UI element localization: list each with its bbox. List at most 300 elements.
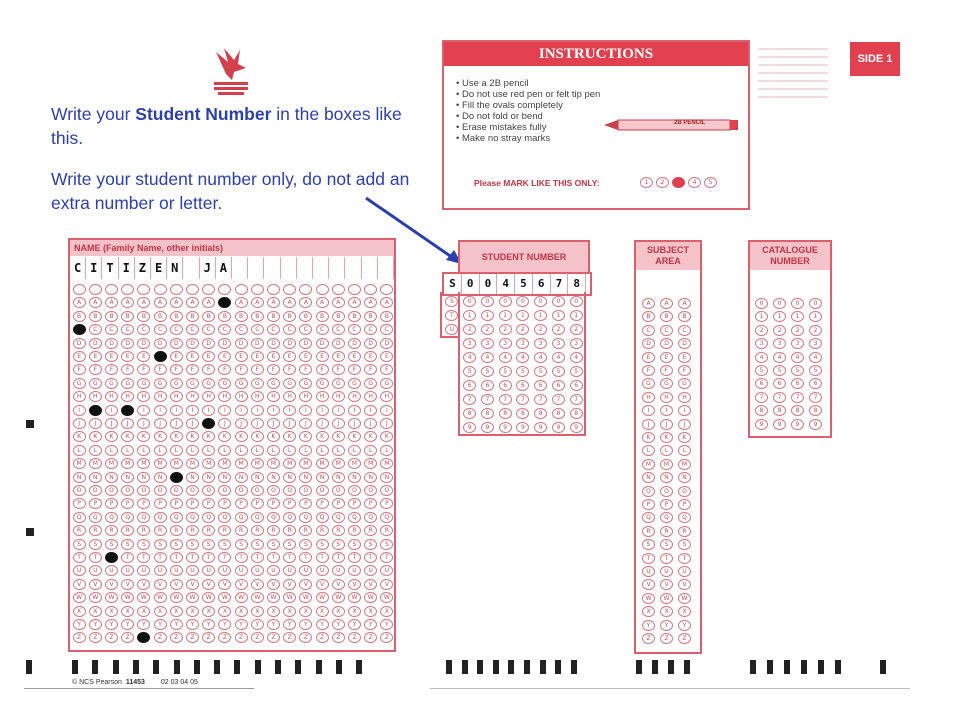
name-oval[interactable]: J [299,418,312,429]
name-oval[interactable]: W [154,592,167,603]
name-oval[interactable]: D [380,338,393,349]
name-oval[interactable]: F [89,364,102,375]
catalogue-number-oval[interactable]: 1 [791,311,804,322]
name-oval[interactable]: A [154,297,167,308]
catalogue-number-oval[interactable]: 1 [755,311,768,322]
student-number-box-cell[interactable]: 6 [533,274,551,294]
name-oval[interactable]: N [186,472,199,483]
name-box-cell[interactable]: N [167,257,183,279]
name-oval[interactable]: V [251,579,264,590]
subject-area-oval[interactable]: N [642,472,655,483]
name-oval[interactable]: N [202,472,215,483]
name-box-cell[interactable] [313,257,329,279]
name-oval[interactable]: C [202,324,215,335]
name-oval[interactable]: S [170,539,183,550]
name-oval[interactable]: Z [251,632,264,643]
name-oval[interactable]: L [299,445,312,456]
name-oval[interactable]: N [170,472,183,483]
name-oval[interactable]: U [251,565,264,576]
subject-area-oval[interactable]: O [660,486,673,497]
name-oval[interactable]: N [267,472,280,483]
name-oval[interactable]: K [121,431,134,442]
subject-area-oval[interactable]: T [678,553,691,564]
catalogue-number-oval[interactable]: 4 [755,352,768,363]
catalogue-number-oval[interactable]: 8 [809,405,822,416]
name-oval[interactable]: V [364,579,377,590]
student-number-digit-oval[interactable]: 1 [481,310,494,321]
name-oval[interactable]: B [267,311,280,322]
name-oval[interactable]: E [251,351,264,362]
name-oval[interactable]: Z [105,632,118,643]
name-oval[interactable]: R [186,525,199,536]
subject-area-oval[interactable]: C [660,325,673,336]
catalogue-number-oval[interactable]: 4 [791,352,804,363]
student-number-digit-oval[interactable]: 8 [463,408,476,419]
subject-area-oval[interactable]: G [642,378,655,389]
name-oval-blank[interactable] [186,284,199,295]
name-oval[interactable]: N [251,472,264,483]
name-oval[interactable]: V [89,579,102,590]
subject-area-oval[interactable]: R [642,526,655,537]
student-number-letter-oval[interactable]: T [445,310,458,321]
name-oval[interactable]: J [380,418,393,429]
name-oval[interactable]: I [170,405,183,416]
name-oval[interactable]: O [235,485,248,496]
name-oval[interactable]: P [251,498,264,509]
name-oval[interactable]: W [299,592,312,603]
name-oval-blank[interactable] [380,284,393,295]
name-oval[interactable]: P [170,498,183,509]
name-oval[interactable]: Q [73,512,86,523]
name-oval[interactable]: X [380,606,393,617]
name-oval[interactable]: P [186,498,199,509]
student-number-digit-oval[interactable]: 5 [481,366,494,377]
name-oval[interactable]: L [283,445,296,456]
name-oval[interactable]: M [235,458,248,469]
name-oval[interactable]: J [283,418,296,429]
name-oval[interactable]: Z [348,632,361,643]
name-oval[interactable]: O [299,485,312,496]
name-oval[interactable]: U [170,565,183,576]
name-oval[interactable]: X [218,606,231,617]
name-oval[interactable]: R [137,525,150,536]
subject-area-oval[interactable]: Z [660,633,673,644]
name-oval[interactable]: Q [316,512,329,523]
subject-area-oval[interactable]: T [642,553,655,564]
name-oval[interactable]: B [154,311,167,322]
name-box-cell[interactable]: E [151,257,167,279]
name-oval[interactable]: Q [251,512,264,523]
subject-area-oval[interactable]: N [678,472,691,483]
name-oval[interactable]: H [283,391,296,402]
name-oval[interactable]: R [364,525,377,536]
name-oval[interactable]: F [235,364,248,375]
name-oval[interactable]: X [251,606,264,617]
name-oval[interactable]: K [316,431,329,442]
name-oval[interactable]: N [332,472,345,483]
name-oval[interactable]: O [154,485,167,496]
name-oval[interactable]: B [364,311,377,322]
name-oval[interactable]: P [154,498,167,509]
name-oval[interactable]: X [202,606,215,617]
name-oval[interactable]: E [186,351,199,362]
name-oval[interactable]: X [137,606,150,617]
name-oval[interactable]: G [251,378,264,389]
name-oval[interactable]: O [316,485,329,496]
name-oval[interactable]: D [73,338,86,349]
name-oval[interactable]: T [267,552,280,563]
subject-area-oval[interactable]: H [660,392,673,403]
name-oval[interactable]: V [283,579,296,590]
name-oval[interactable]: N [137,472,150,483]
name-oval[interactable]: Q [348,512,361,523]
name-oval[interactable]: P [73,498,86,509]
subject-area-oval[interactable]: S [678,539,691,550]
subject-area-oval[interactable]: T [660,553,673,564]
name-oval[interactable]: F [121,364,134,375]
name-oval[interactable]: R [202,525,215,536]
name-oval[interactable]: Q [235,512,248,523]
name-oval[interactable]: B [186,311,199,322]
name-oval[interactable]: A [332,297,345,308]
name-oval[interactable]: Q [364,512,377,523]
name-oval[interactable]: T [348,552,361,563]
name-oval-blank[interactable] [267,284,280,295]
name-oval[interactable]: T [235,552,248,563]
name-oval[interactable]: G [170,378,183,389]
name-oval[interactable]: B [348,311,361,322]
student-number-letter-oval[interactable]: U [445,324,458,335]
subject-area-oval[interactable]: A [660,298,673,309]
name-oval[interactable]: B [235,311,248,322]
name-oval-blank[interactable] [235,284,248,295]
name-oval[interactable]: A [235,297,248,308]
name-oval[interactable]: M [251,458,264,469]
name-oval[interactable]: A [251,297,264,308]
name-oval[interactable]: W [348,592,361,603]
name-oval[interactable]: C [218,324,231,335]
subject-area-oval[interactable]: Q [660,512,673,523]
name-oval[interactable]: H [73,391,86,402]
subject-area-oval[interactable]: I [678,405,691,416]
subject-area-oval[interactable]: A [678,298,691,309]
name-oval[interactable]: O [332,485,345,496]
student-number-digit-oval[interactable]: 3 [534,338,547,349]
name-oval[interactable]: W [137,592,150,603]
name-oval[interactable]: H [121,391,134,402]
name-oval[interactable]: M [202,458,215,469]
name-oval[interactable]: I [186,405,199,416]
name-oval[interactable]: Z [283,632,296,643]
subject-area-oval[interactable]: I [660,405,673,416]
name-oval[interactable]: O [202,485,215,496]
name-oval[interactable]: O [170,485,183,496]
name-oval[interactable]: G [137,378,150,389]
name-oval[interactable]: Z [137,632,150,643]
name-oval[interactable]: F [299,364,312,375]
name-oval[interactable]: X [170,606,183,617]
subject-area-oval[interactable]: Z [642,633,655,644]
name-oval[interactable]: M [170,458,183,469]
name-oval[interactable]: J [73,418,86,429]
name-oval[interactable]: Y [154,619,167,630]
name-oval[interactable]: Q [299,512,312,523]
name-oval[interactable]: B [299,311,312,322]
student-number-letter-oval[interactable]: S [445,296,458,307]
name-oval[interactable]: N [218,472,231,483]
student-number-digit-oval[interactable]: 2 [516,324,529,335]
name-oval-blank[interactable] [170,284,183,295]
student-number-digit-oval[interactable]: 9 [516,422,529,433]
name-oval[interactable]: L [202,445,215,456]
name-oval[interactable]: Y [316,619,329,630]
subject-area-oval[interactable]: W [642,593,655,604]
name-oval[interactable]: G [154,378,167,389]
name-oval[interactable]: E [283,351,296,362]
name-oval[interactable]: Y [121,619,134,630]
name-oval[interactable]: A [73,297,86,308]
name-oval[interactable]: M [186,458,199,469]
name-oval[interactable]: A [170,297,183,308]
subject-area-oval[interactable]: K [660,432,673,443]
subject-area-oval[interactable]: M [642,459,655,470]
subject-area-oval[interactable]: R [660,526,673,537]
name-oval[interactable]: E [105,351,118,362]
name-oval[interactable]: Q [89,512,102,523]
name-oval[interactable]: I [251,405,264,416]
name-oval[interactable]: S [73,539,86,550]
name-oval-blank[interactable] [121,284,134,295]
name-oval-blank[interactable] [89,284,102,295]
student-number-digit-oval[interactable]: 6 [552,380,565,391]
name-oval-blank[interactable] [105,284,118,295]
student-number-digit-oval[interactable]: 7 [552,394,565,405]
subject-area-oval[interactable]: R [678,526,691,537]
subject-area-oval[interactable]: Q [642,512,655,523]
name-oval[interactable]: I [332,405,345,416]
name-oval[interactable]: W [316,592,329,603]
name-oval[interactable]: S [202,539,215,550]
name-oval[interactable]: J [89,418,102,429]
name-oval[interactable]: D [137,338,150,349]
catalogue-number-oval[interactable]: 3 [791,338,804,349]
name-oval[interactable]: I [105,405,118,416]
student-number-digit-oval[interactable]: 4 [552,352,565,363]
name-oval[interactable]: R [89,525,102,536]
name-oval[interactable]: H [251,391,264,402]
subject-area-oval[interactable]: P [678,499,691,510]
student-number-digit-oval[interactable]: 5 [552,366,565,377]
name-oval[interactable]: U [73,565,86,576]
name-oval[interactable]: M [283,458,296,469]
student-number-digit-oval[interactable]: 3 [481,338,494,349]
name-oval[interactable]: K [380,431,393,442]
name-oval[interactable]: H [267,391,280,402]
name-oval[interactable]: L [251,445,264,456]
name-oval[interactable]: V [105,579,118,590]
catalogue-number-oval[interactable]: 9 [755,419,768,430]
name-oval[interactable]: C [89,324,102,335]
name-oval[interactable]: I [316,405,329,416]
name-oval[interactable]: M [73,458,86,469]
subject-area-oval[interactable]: D [642,338,655,349]
name-oval[interactable]: M [380,458,393,469]
name-oval[interactable]: A [137,297,150,308]
name-oval[interactable]: Q [380,512,393,523]
name-oval[interactable]: G [299,378,312,389]
name-oval[interactable]: W [380,592,393,603]
name-oval[interactable]: D [154,338,167,349]
name-oval[interactable]: C [121,324,134,335]
name-oval-blank[interactable] [299,284,312,295]
name-oval[interactable]: D [299,338,312,349]
name-oval[interactable]: Y [73,619,86,630]
name-oval[interactable]: E [380,351,393,362]
name-oval[interactable]: Z [364,632,377,643]
student-number-digit-oval[interactable]: 3 [516,338,529,349]
subject-area-oval[interactable]: G [660,378,673,389]
subject-area-oval[interactable]: K [678,432,691,443]
name-oval[interactable]: E [267,351,280,362]
subject-area-oval[interactable]: G [678,378,691,389]
student-number-digit-oval[interactable]: 1 [499,310,512,321]
name-oval[interactable]: P [299,498,312,509]
name-oval[interactable]: P [202,498,215,509]
name-oval[interactable]: G [121,378,134,389]
name-oval[interactable]: W [283,592,296,603]
name-oval[interactable]: Z [299,632,312,643]
name-oval[interactable]: S [348,539,361,550]
name-oval[interactable]: V [267,579,280,590]
name-oval[interactable]: L [121,445,134,456]
name-oval[interactable]: Q [170,512,183,523]
name-oval-blank[interactable] [348,284,361,295]
name-oval[interactable]: Y [380,619,393,630]
subject-area-oval[interactable]: V [642,579,655,590]
name-oval[interactable]: H [154,391,167,402]
subject-area-oval[interactable]: W [678,593,691,604]
name-oval[interactable]: F [332,364,345,375]
name-oval[interactable]: A [380,297,393,308]
name-oval[interactable]: J [218,418,231,429]
name-oval[interactable]: S [283,539,296,550]
name-box-cell[interactable]: I [86,257,102,279]
student-number-box-cell[interactable]: S [444,274,462,294]
name-box-cell[interactable] [183,257,199,279]
name-oval[interactable]: T [170,552,183,563]
subject-area-oval[interactable]: B [678,311,691,322]
name-oval[interactable]: G [105,378,118,389]
name-oval[interactable]: K [170,431,183,442]
catalogue-number-oval[interactable]: 4 [773,352,786,363]
subject-area-oval[interactable]: E [642,352,655,363]
name-oval[interactable]: N [89,472,102,483]
name-oval[interactable]: W [121,592,134,603]
name-oval[interactable]: N [121,472,134,483]
name-oval[interactable]: B [380,311,393,322]
name-oval[interactable]: D [218,338,231,349]
name-oval[interactable]: F [348,364,361,375]
name-oval[interactable]: I [267,405,280,416]
name-oval[interactable]: B [283,311,296,322]
name-oval[interactable]: Z [170,632,183,643]
subject-area-oval[interactable]: M [660,459,673,470]
name-oval[interactable]: S [332,539,345,550]
name-box-cell[interactable] [248,257,264,279]
student-number-digit-oval[interactable]: 0 [481,296,494,307]
name-oval[interactable]: A [218,297,231,308]
name-oval[interactable]: K [283,431,296,442]
name-box-cell[interactable] [362,257,378,279]
name-oval[interactable]: E [348,351,361,362]
name-oval[interactable]: H [186,391,199,402]
subject-area-oval[interactable]: P [642,499,655,510]
name-oval[interactable]: O [89,485,102,496]
name-oval[interactable]: F [283,364,296,375]
name-oval[interactable]: K [218,431,231,442]
name-oval[interactable]: T [154,552,167,563]
catalogue-number-oval[interactable]: 3 [755,338,768,349]
name-oval[interactable]: F [170,364,183,375]
name-oval[interactable]: I [121,405,134,416]
name-oval[interactable]: U [299,565,312,576]
name-oval[interactable]: Z [186,632,199,643]
subject-area-oval[interactable]: H [642,392,655,403]
name-oval[interactable]: J [121,418,134,429]
name-oval[interactable]: I [154,405,167,416]
name-oval[interactable]: Y [299,619,312,630]
name-oval[interactable]: R [105,525,118,536]
name-box-cell[interactable] [281,257,297,279]
name-oval[interactable]: T [202,552,215,563]
name-oval[interactable]: U [137,565,150,576]
name-oval[interactable]: Y [251,619,264,630]
name-oval[interactable]: F [251,364,264,375]
name-oval[interactable]: H [380,391,393,402]
student-number-digit-oval[interactable]: 8 [481,408,494,419]
student-number-digit-oval[interactable]: 7 [516,394,529,405]
name-oval[interactable]: M [267,458,280,469]
student-number-digit-oval[interactable]: 1 [570,310,583,321]
catalogue-number-oval[interactable]: 0 [755,298,768,309]
name-oval[interactable]: R [316,525,329,536]
name-oval[interactable]: U [348,565,361,576]
student-number-digit-oval[interactable]: 6 [516,380,529,391]
name-oval[interactable]: B [105,311,118,322]
name-oval[interactable]: I [380,405,393,416]
name-oval[interactable]: G [316,378,329,389]
name-oval[interactable]: T [89,552,102,563]
catalogue-number-oval[interactable]: 7 [791,392,804,403]
name-oval[interactable]: K [137,431,150,442]
name-oval[interactable]: U [332,565,345,576]
catalogue-number-oval[interactable]: 9 [809,419,822,430]
student-number-digit-oval[interactable]: 6 [463,380,476,391]
name-oval[interactable]: X [348,606,361,617]
name-oval[interactable]: K [251,431,264,442]
name-oval[interactable]: W [186,592,199,603]
name-oval-blank[interactable] [364,284,377,295]
name-oval[interactable]: G [235,378,248,389]
student-number-digit-oval[interactable]: 0 [463,296,476,307]
subject-area-oval[interactable]: P [660,499,673,510]
name-oval[interactable]: G [186,378,199,389]
name-oval[interactable]: U [89,565,102,576]
name-oval[interactable]: L [186,445,199,456]
name-oval[interactable]: N [73,472,86,483]
name-oval[interactable]: G [218,378,231,389]
catalogue-number-oval[interactable]: 6 [809,378,822,389]
